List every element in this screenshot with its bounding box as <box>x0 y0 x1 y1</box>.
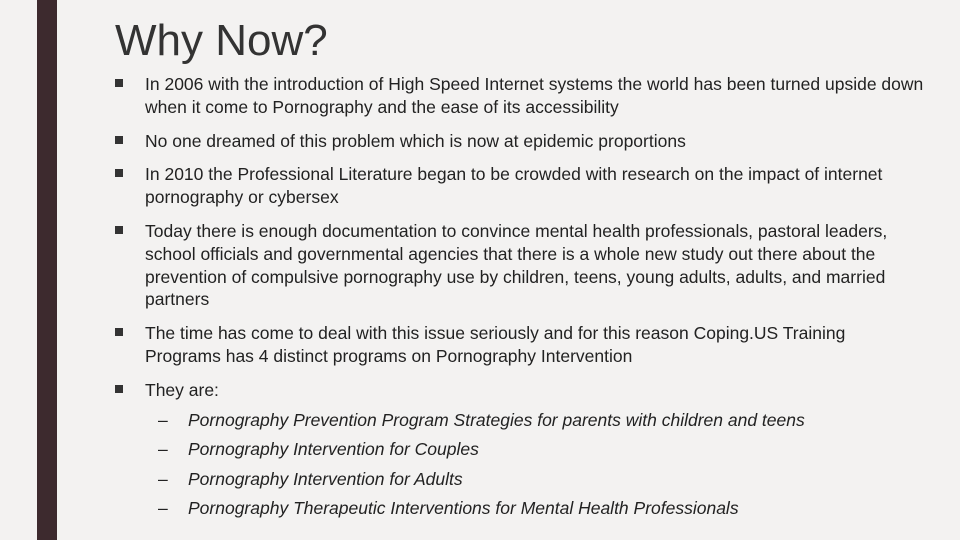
bullet-text: The time has come to deal with this issue seriously and for this reason Coping.US Training Programs has 4 distinct programs on Pornography Intervention <box>145 323 846 366</box>
dash-bullet: – <box>158 498 168 519</box>
bullet-item <box>115 130 925 153</box>
bullet-item <box>115 379 925 524</box>
bullet-item <box>115 220 925 311</box>
bullet-item <box>115 73 925 119</box>
sub-bullet-item <box>145 494 925 524</box>
bullet-list <box>115 73 925 535</box>
sub-bullet-list <box>145 406 925 524</box>
square-bullet-icon <box>115 385 123 393</box>
dash-bullet: – <box>158 409 168 430</box>
bullet-text: In 2006 with the introduction of High Speed Internet systems the world has been turned upside down when it come to Pornography and the ease of its accessibility <box>145 74 924 117</box>
square-bullet-icon <box>115 79 123 87</box>
accent-side-bar <box>37 0 57 540</box>
sub-bullet-item <box>145 465 925 495</box>
sub-bullet-text: Pornography Intervention for Adults <box>188 468 463 489</box>
bullet-text: Today there is enough documentation to convince mental health professionals, pastoral leaders, school officials and governmental agencies that there is a whole new study out there about the prevention of compulsive pornography use by children, teens, young adults, adults, and married partners <box>145 220 888 310</box>
sub-bullet-text: Pornography Therapeutic Interventions for Mental Health Professionals <box>188 498 739 519</box>
bullet-text: In 2010 the Professional Literature began to be crowded with research on the impact of internet pornography or cybersex <box>145 164 883 208</box>
sub-bullet-text: Pornography Prevention Program Strategies for parents with children and teens <box>188 409 805 430</box>
dash-bullet: – <box>158 468 168 489</box>
dash-bullet: – <box>158 439 168 460</box>
bullet-text: No one dreamed of this problem which is now at epidemic proportions <box>145 130 686 151</box>
bullet-item <box>115 322 925 368</box>
bullet-text: They are: <box>145 379 219 400</box>
bullet-item <box>115 163 925 209</box>
sub-bullet-item <box>145 406 925 436</box>
square-bullet-icon <box>115 169 123 177</box>
sub-bullet-item <box>145 435 925 465</box>
square-bullet-icon <box>115 226 123 234</box>
square-bullet-icon <box>115 136 123 144</box>
sub-bullet-text: Pornography Intervention for Couples <box>188 439 479 460</box>
slide-title: Why Now? <box>115 16 328 65</box>
square-bullet-icon <box>115 328 123 336</box>
